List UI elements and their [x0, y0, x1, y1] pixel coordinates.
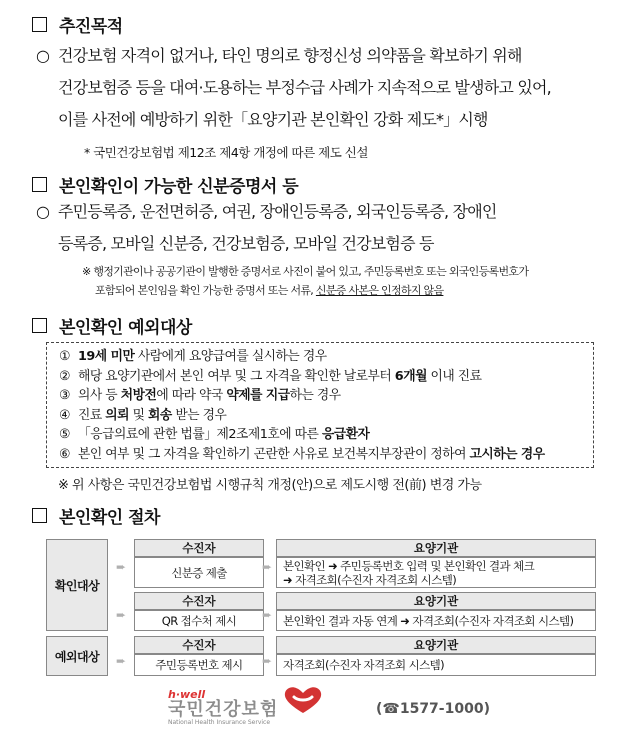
checkbox-square-icon [32, 508, 47, 523]
patient-cell: 주민등록번호 제시 [134, 654, 264, 676]
section-title: 본인확인이 가능한 신분증명서 등 [59, 177, 299, 197]
arrow-right-icon: ➨ [262, 654, 273, 668]
list-item: ④ 진료 의뢰 및 회송 받는 경우 [59, 407, 227, 423]
patient-header: 수진자 [134, 636, 264, 654]
list-item: ③ 의사 등 처방전에 따라 약국 약제를 지급하는 경우 [59, 388, 341, 404]
checkbox-square-icon [32, 177, 47, 192]
documents-paragraph: ○ 주민등록증, 운전면허증, 여권, 장애인등록증, 외국인등록증, 장애인 등록증, 모바일 신분증, 건강보험증, 모바일 건강보험증 등 [36, 196, 497, 260]
section-title: 본인확인 절차 [59, 508, 160, 528]
patient-cell: QR 접수처 제시 [134, 610, 264, 631]
circle-bullet-icon: ○ [36, 202, 50, 221]
documents-note: ※ 행정기관이나 공공기관이 발행한 증명서로 사진이 붙어 있고, 주민등록번호 또는 외국인등록번호가 포함되어 본인임을 확인 가능한 증명서 또는 서류, 신분증 사본은 인정하지 않음 [82, 265, 529, 297]
section-procedure-heading [32, 503, 160, 528]
provider-header: 요양기관 [276, 636, 596, 654]
checkbox-square-icon [32, 17, 47, 32]
patient-header: 수진자 [134, 592, 264, 610]
provider-cell: 본인확인 결과 자동 연계 ➜ 자격조회(수진자 자격조회 시스템) [276, 610, 596, 631]
category-confirm: 확인대상 [46, 539, 108, 631]
list-item: ① 19세 미만 사람에게 요양급여를 실시하는 경우 [59, 349, 327, 364]
nhis-logo [168, 688, 278, 726]
arrow-right-icon: ➨ [116, 560, 127, 574]
arrow-right-icon: ➨ [116, 654, 127, 668]
provider-cell: 본인확인 ➜ 주민등록번호 입력 및 본인확인 결과 체크 ➜ 자격조회(수진자 자격조회 시스템) [276, 557, 596, 588]
arrow-right-icon: ➨ [262, 608, 273, 622]
list-item: ⑥ 본인 여부 및 그 자격을 확인하기 곤란한 사유로 보건복지부장관이 정하여 고시하는 경우 [59, 446, 545, 462]
patient-header: 수진자 [134, 539, 264, 557]
patient-cell: 신분증 제출 [134, 557, 264, 588]
provider-header: 요양기관 [276, 539, 596, 557]
section-title: 추진목적 [59, 17, 123, 37]
purpose-paragraph: ○ 건강보험 자격이 없거나, 타인 명의로 향정신성 의약품을 확보하기 위해 건강보험증 등을 대여·도용하는 부정수급 사례가 지속적으로 발생하고 있어, 이를 사전에 예방하기 위한「요양기관 본인확인 강화 제도*」시행 [36, 40, 551, 136]
arrow-right-icon: ➨ [262, 560, 273, 574]
list-item: ⑤ 「응급의료에 관한 법률」제2조제1호에 따른 응급환자 [59, 427, 370, 443]
arrow-right-icon: ➨ [116, 608, 127, 622]
logo-english: National Health Insurance Service [168, 719, 271, 726]
phone-number: (☎1577-1000) [376, 701, 490, 717]
checkbox-square-icon [32, 318, 47, 333]
category-exempt: 예외대상 [46, 636, 108, 676]
logo-tagline: h·well [168, 688, 206, 701]
exemptions-list [46, 342, 594, 468]
circle-bullet-icon: ○ [36, 46, 50, 65]
provider-header: 요양기관 [276, 592, 596, 610]
heart-logo-icon [282, 685, 324, 715]
purpose-note: * 국민건강보험법 제12조 제4항 개정에 따른 제도 신설 [84, 145, 368, 160]
section-title: 본인확인 예외대상 [59, 318, 192, 338]
logo-name: 국민건강보험 [168, 699, 279, 720]
section-documents-heading [32, 172, 298, 197]
section-exemptions-heading [32, 313, 192, 338]
exemptions-note: ※ 위 사항은 국민건강보험법 시행규칙 개정(안)으로 제도시행 전(前) 변경 가능 [58, 478, 482, 493]
list-item: ② 해당 요양기관에서 본인 여부 및 그 자격을 확인한 날로부터 6개월 이내 진료 [59, 368, 482, 384]
provider-cell: 자격조회(수진자 자격조회 시스템) [276, 654, 596, 676]
section-purpose-heading [32, 12, 123, 37]
